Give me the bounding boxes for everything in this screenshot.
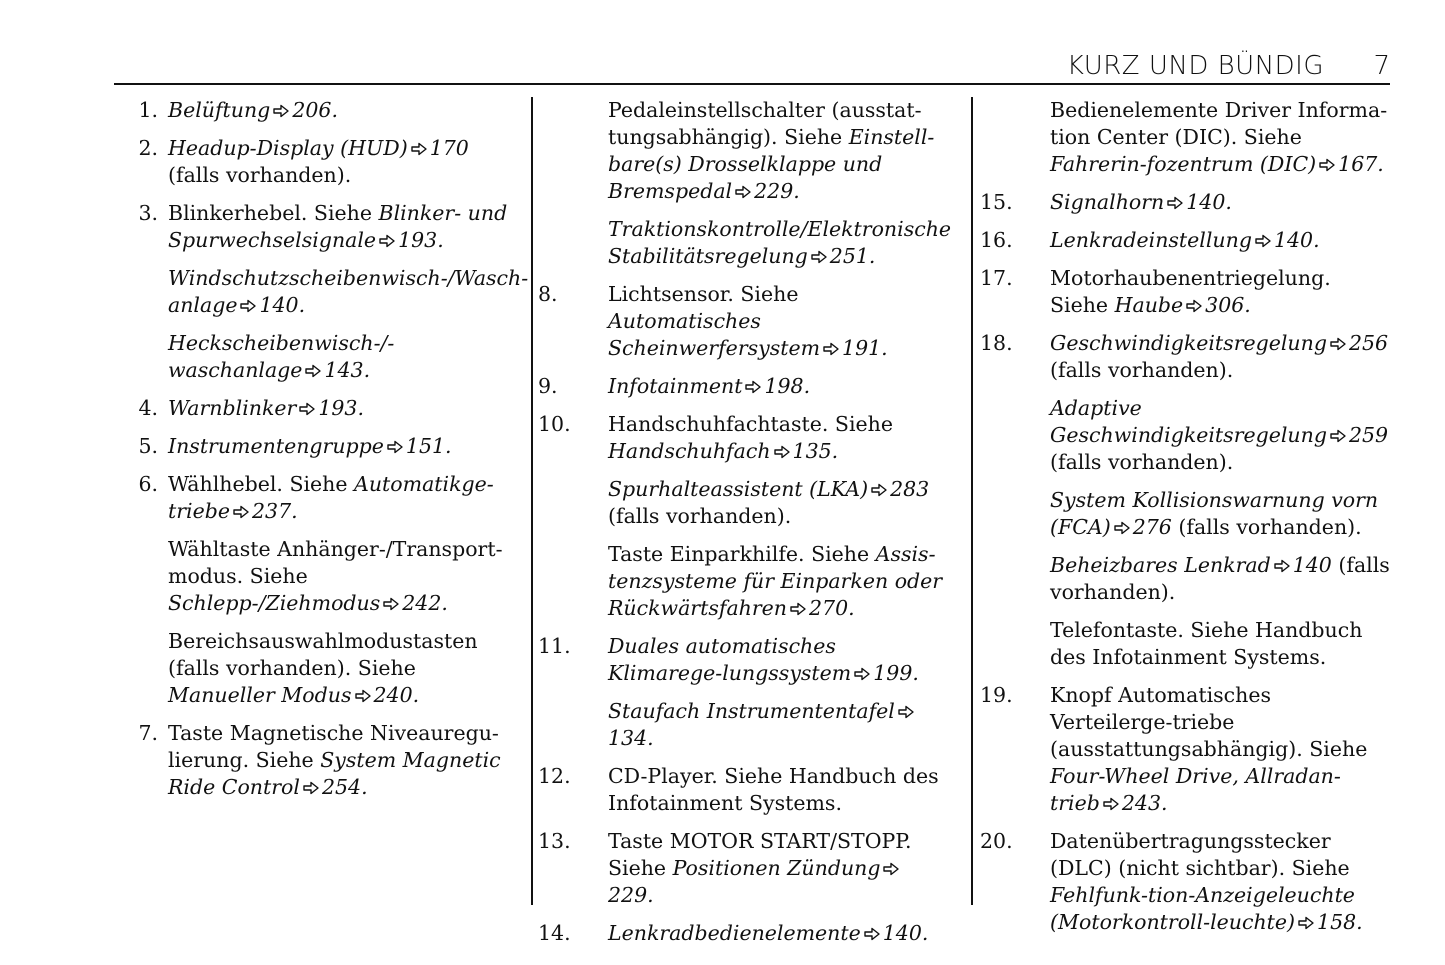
item-note: (falls vorhanden). [1050,450,1234,474]
item-link-text: Heckscheibenwisch-/-waschanlage [168,331,395,382]
item-note: (falls vorhanden). [1050,358,1234,382]
page-reference: 167. [1338,152,1384,176]
reference-arrow-icon [386,440,404,454]
sub-paragraph [990,552,1390,606]
item-number: 6. [138,472,158,496]
list-item [980,265,1390,319]
page-reference: 254. [321,775,368,799]
page-reference: 276 [1132,515,1172,539]
sub-paragraph [548,216,952,270]
item-number: 10. [538,412,571,436]
page-reference: 140. [259,293,306,317]
reference-arrow-icon [744,380,762,394]
page-reference: 237. [251,499,298,523]
page-reference: 259 [1348,423,1389,447]
item-text: Bedienelemente Driver Informa-tion Center (DIC). Siehe [1050,98,1388,149]
page-reference: 193. [398,228,444,252]
list-item [120,433,520,460]
item-text: Wählhebel. Siehe [168,472,355,496]
item-text: Datenübertragungsstecker (DLC) (nicht sichtbar). Siehe [1050,829,1350,880]
page-reference: 198. [764,374,811,398]
section-title: KURZ UND BÜNDIG [1066,51,1324,81]
item-number: 17. [980,266,1013,290]
item-number: 13. [538,829,571,853]
item-link-text: Spurhalteassistent (LKA) [608,477,869,501]
item-link-text: Fehlfunk-tion-Anzeigeleuchte (Motorkontroll-leuchte) [1050,883,1355,934]
list-item [538,281,948,362]
item-note: (falls vorhanden). [1050,553,1390,604]
list-item [120,135,520,189]
reference-arrow-icon [304,364,322,378]
page-reference: 151. [405,434,452,458]
item-link-text: Fahrerin-fozentrum (DIC) [1050,152,1317,176]
reference-arrow-icon [378,234,396,248]
item-text: Pedaleinstellschalter (ausstat-tungsabhängig). Siehe [608,98,922,149]
item-text: Taste MOTOR START/STOPP. Siehe [608,829,912,880]
item-number: 5. [138,434,158,458]
item-link-text: Haube [1114,293,1184,317]
list-item [120,200,520,254]
page-reference: 158. [1317,910,1363,934]
page-reference: 199. [873,661,919,685]
sub-paragraph [990,395,1390,476]
item-link-text: Warnblinker [168,396,297,420]
page-reference: 170 [429,136,469,160]
reference-arrow-icon [1166,196,1184,210]
list-item [980,682,1390,817]
page-reference: 140. [1186,190,1232,214]
reference-arrow-icon [1318,158,1336,172]
reference-arrow-icon [734,185,752,199]
reference-arrow-icon [1102,797,1120,811]
column-left [120,97,529,812]
page-number: 7 [1373,51,1390,81]
reference-arrow-icon [789,602,807,616]
sub-paragraph [120,265,529,319]
reference-arrow-icon [897,705,915,719]
page-reference: 140. [882,921,929,945]
page-reference: 206. [292,98,338,122]
item-link-text: Adaptive Geschwindigkeitsregelung [1050,396,1327,447]
list-item [538,633,948,687]
item-link-text: Staufach Instrumententafel [608,699,895,723]
reference-arrow-icon [822,342,840,356]
item-link-text: Infotainment [608,374,743,398]
item-link-text: Assis-tenzsysteme für Einparken oder Rückwärtsfahren [608,542,943,620]
reference-arrow-icon [298,402,316,416]
item-text: Bereichsauswahlmodustasten (falls vorhanden). Siehe [168,629,478,680]
item-number: 4. [138,396,158,420]
item-link-text: Traktionskontrolle/Elektronische Stabilitätsregelung [608,217,952,268]
page-reference: 270. [809,596,855,620]
continued-paragraph [990,97,1390,178]
item-link-text: Signalhorn [1050,190,1165,214]
item-link-text: Handschuhfach [608,439,771,463]
sub-paragraph [990,617,1390,671]
item-link-text: Lenkradeinstellung [1050,228,1252,252]
column-right [980,97,1390,947]
reference-arrow-icon [1297,916,1315,930]
item-number: 15. [980,190,1013,214]
item-number: 3. [138,201,158,225]
item-link-text: Manueller Modus [168,683,352,707]
item-number: 8. [538,282,558,306]
item-number: 7. [138,721,158,745]
page-header [114,50,1390,85]
item-link-text: System Magnetic Ride Control [168,748,501,799]
sub-paragraph [120,330,520,384]
item-number: 20. [980,829,1013,853]
reference-arrow-icon [1113,521,1131,535]
list-item [538,920,948,947]
list-item [538,373,948,400]
sub-paragraph [120,536,520,617]
list-item [980,227,1390,254]
item-text: Motorhaubenentriegelung. Siehe [1050,266,1331,317]
reference-arrow-icon [1254,234,1272,248]
list-item [120,471,520,525]
item-text: Taste Einparkhilfe. Siehe [608,542,876,566]
column-divider [971,97,973,905]
list-item [538,411,948,465]
list-item [538,763,948,817]
item-number: 18. [980,331,1013,355]
item-number: 19. [980,683,1013,707]
item-link-text: Instrumentengruppe [168,434,384,458]
item-text: Wähltaste Anhänger-/Transport-modus. Siehe [168,537,503,588]
page-reference: 134. [608,726,654,750]
sub-paragraph [548,698,948,752]
item-link-text: Windschutzscheibenwisch-/Wasch-anlage [168,266,529,317]
reference-arrow-icon [232,505,250,519]
continued-paragraph [548,97,948,205]
page-reference: 251. [829,244,876,268]
page-reference: 143. [324,358,371,382]
item-number: 14. [538,921,571,945]
sub-paragraph [990,487,1390,541]
page-reference: 306. [1205,293,1251,317]
list-item [538,828,948,909]
item-link-text: Belüftung [168,98,271,122]
item-number: 1. [138,98,158,122]
column-middle [538,97,952,958]
reference-arrow-icon [1185,299,1203,313]
reference-arrow-icon [773,445,791,459]
item-link-text: Duales automatisches Klimarege-lungssystem [608,634,852,685]
reference-arrow-icon [853,667,871,681]
item-link-text: Lenkradbedienelemente [608,921,861,945]
page-reference: 229. [754,179,800,203]
reference-arrow-icon [410,142,428,156]
page-reference: 240. [373,683,420,707]
page-reference: 243. [1121,791,1168,815]
list-item [980,330,1390,384]
sub-paragraph [120,628,520,709]
sub-paragraph [548,476,948,530]
item-number: 11. [538,634,571,658]
reference-arrow-icon [863,927,881,941]
item-link-text: Geschwindigkeitsregelung [1050,331,1327,355]
reference-arrow-icon [354,689,372,703]
item-link-text: Einstell-bare(s) Drosselklappe und Bremspedal [608,125,935,203]
page-reference: 229. [608,883,654,907]
page-reference: 140. [1273,228,1320,252]
item-link-text: Automatikge-triebe [168,472,494,523]
sub-paragraph [548,541,948,622]
reference-arrow-icon [1329,429,1347,443]
list-item [120,720,520,801]
item-note: (falls vorhanden). [608,504,792,528]
item-link-text: Schlepp-/Ziehmodus [168,591,381,615]
column-divider [531,97,533,905]
reference-arrow-icon [302,781,320,795]
page-reference: 283 [890,477,930,501]
reference-arrow-icon [1273,559,1291,573]
reference-arrow-icon [382,597,400,611]
item-note: (falls vorhanden). [168,163,352,187]
list-item [980,828,1390,936]
item-number: 12. [538,764,571,788]
list-item [980,189,1390,216]
item-link-text: Headup-Display (HUD) [168,136,408,160]
page-reference: 242. [402,591,448,615]
reference-arrow-icon [239,299,257,313]
reference-arrow-icon [1329,337,1347,351]
item-text: Taste Magnetische Niveauregu-lierung. Siehe [168,721,499,772]
item-text: Handschuhfachtaste. Siehe [608,412,893,436]
item-link-text: Blinker- und Spurwechselsignale [168,201,508,252]
item-text: Knopf Automatisches Verteilerge-triebe (ausstattungsabhängig). Siehe [1050,683,1368,761]
list-item [120,97,520,124]
item-text: Telefontaste. Siehe Handbuch des Infotainment Systems. [1050,618,1363,669]
page-reference: 256 [1348,331,1389,355]
reference-arrow-icon [870,483,888,497]
item-link-text: System Kollisionswarnung vorn (FCA) [1050,488,1379,539]
item-note: (falls vorhanden). [1171,515,1362,539]
item-text: Blinkerhebel. Siehe [168,201,379,225]
item-text: Lichtsensor. Siehe [608,282,799,306]
item-link-text: Four-Wheel Drive, Allradan-trieb [1050,764,1341,815]
item-number: 9. [538,374,558,398]
item-link-text: Beheizbares Lenkrad [1050,553,1271,577]
item-text: CD-Player. Siehe Handbuch des Infotainment Systems. [608,764,939,815]
item-link-text: Automatisches Scheinwerfersystem [608,309,821,360]
reference-arrow-icon [882,862,900,876]
page-reference: 191. [842,336,888,360]
reference-arrow-icon [272,104,290,118]
page-reference: 193. [318,396,364,420]
item-number: 2. [138,136,158,160]
list-item [120,395,520,422]
reference-arrow-icon [810,250,828,264]
item-number: 16. [980,228,1013,252]
item-link-text: Positionen Zündung [672,856,881,880]
page-reference: 135. [792,439,839,463]
page-reference: 140 [1292,553,1332,577]
